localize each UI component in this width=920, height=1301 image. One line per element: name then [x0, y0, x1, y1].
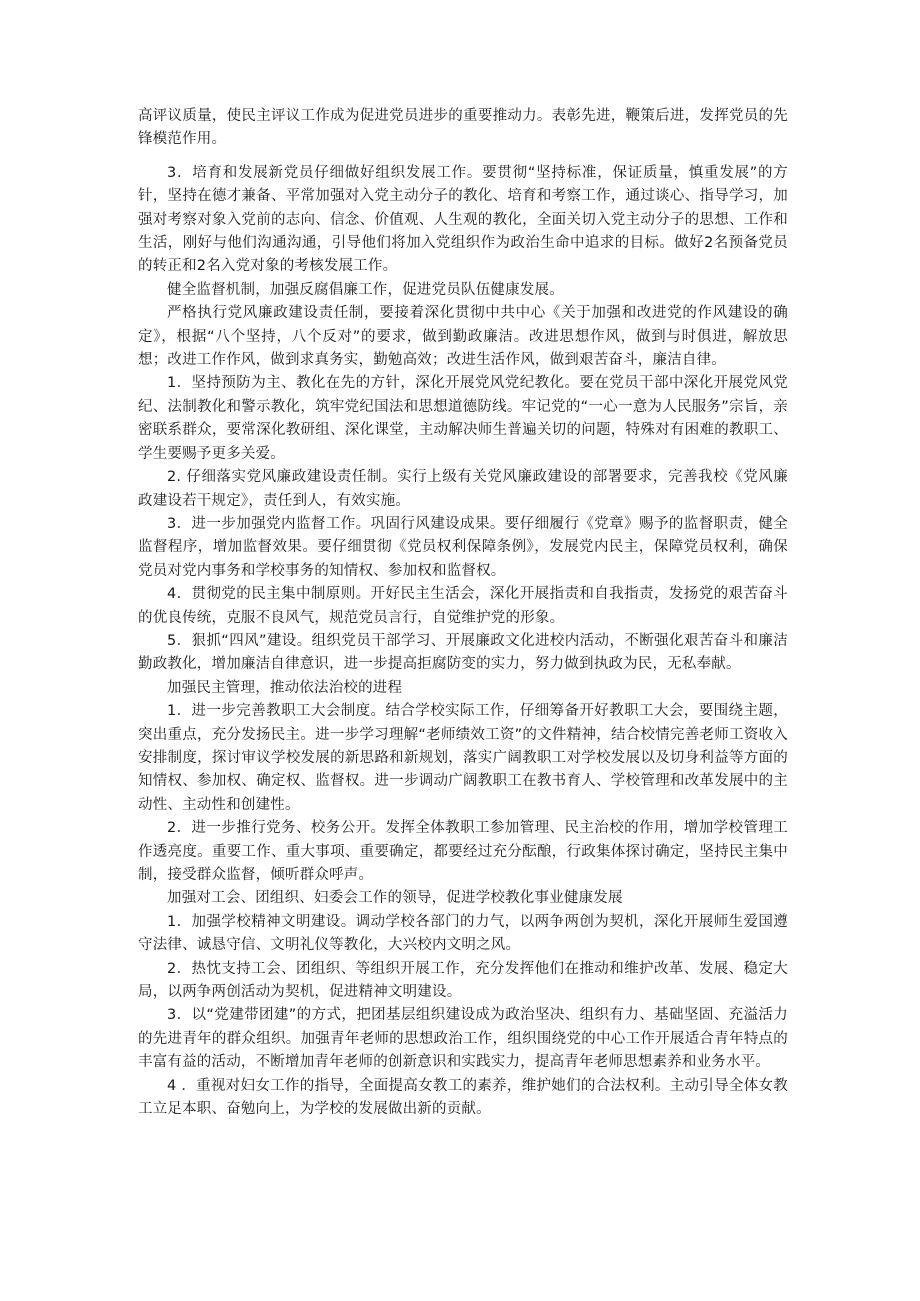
- paragraph: 3．培育和发展新党员仔细做好组织发展工作。要贯彻“坚持标准，保证质量，慎重发展”的方针，坚持在德才兼备、平常加强对入党主动分子的教化、培育和考察工作，通过谈心、指导学习，加强对考察对象入党前的志向、信念、价值观、人生观的教化，全面关切入党主动分子的思想、工作和生活，刚好与他们沟通沟通，引导他们将加入党组织作为政治生命中追求的目标。做好2名预备党员的转正和2名入党对象的考核发展工作。: [138, 164, 788, 275]
- paragraph: 1．进一步完善教职工大会制度。结合学校实际工作，仔细筹备开好教职工大会，要围绕主题，突出重点，充分发扬民主。进一步学习理解“老师绩效工资”的文件精神，结合校情完善老师工资收入安排制度，探讨审议学校发展的新思路和新规划，落实广阔教职工对学校发展以及切身利益等方面的知情权、参加权、确定权、监督权。进一步调动广阔教职工在教书育人、学校管理和改革发展中的主动性、主动性和创建性。: [138, 703, 788, 813]
- paragraph: 1．坚持预防为主、教化在先的方针，深化开展党风党纪教化。要在党员干部中深化开展党风党纪、法制教化和警示教化，筑牢党纪国法和思想道德防线。牢记党的“一心一意为人民服务”宗旨，亲密联系群众，要常深化教研组、深化课堂，主动解决师生普遍关切的问题，特殊对有困难的教职工、学生要赐予更多关爱。: [138, 375, 788, 462]
- section-heading: 加强对工会、团组织、妇委会工作的领导，促进学校教化事业健康发展: [167, 890, 623, 907]
- paragraph: 4 ．重视对妇女工作的指导，全面提高女教工的素养，维护她们的合法权利。主动引导全体女教工立足本职、奋勉向上，为学校的发展做出新的贡献。: [138, 1077, 788, 1118]
- paragraph: 1．加强学校精神文明建设。调动学校各部门的力气，以两争两创为契机，深化开展师生爱国遵守法律、诚恳守信、文明礼仪等教化，大兴校内文明之风。: [138, 913, 788, 954]
- paragraph: 严格执行党风廉政建设责任制，要接着深化贯彻中共中心《关于加强和改进党的作风建设的确定》，根据“八个坚持，八个反对”的要求，做到勤政廉洁。改进思想作风，做到与时俱进，解放思想；改进工作作风，做到求真务实，勤勉高效；改进生活作风，做到艰苦奋斗，廉洁自律。: [138, 305, 788, 369]
- paragraph: 高评议质量，使民主评议工作成为促进党员进步的重要推动力。表彰先进，鞭策后进，发挥党员的先锋模范作用。: [138, 108, 788, 148]
- paragraph: 5．狠抓“四风”建设。组织党员干部学习、开展廉政文化进校内活动，不断强化艰苦奋斗和廉洁勤政教化，增加廉洁自律意识，进一步提高拒腐防变的实力，努力做到执政为民，无私奉献。: [138, 632, 788, 673]
- paragraph: 2．进一步推行党务、校务公开。发挥全体教职工参加管理、民主治校的作用，增加学校管理工作透亮度。重要工作、重大事项、重要确定，都要经过充分酝酿，行政集体探讨确定，坚持民主集中制，接受群众监督，倾听群众呼声。: [138, 820, 788, 883]
- paragraph: 2．热忱支持工会、团组织、等组织开展工作，充分发挥他们在推动和维护改革、发展、稳定大局，以两争两创活动为契机，促进精神文明建设。: [138, 960, 788, 1001]
- section-heading: 加强民主管理，推动依法治校的进程: [167, 679, 403, 696]
- document-body: [138, 105, 788, 1121]
- paragraph: 4．贯彻党的民主集中制原则。开好民主生活会，深化开展指责和自我指责，发扬党的艰苦奋斗的优良传统，克服不良风气，规范党员言行，自觉维护党的形象。: [138, 586, 788, 626]
- paragraph: 3．进一步加强党内监督工作。巩固行风建设成果。要仔细履行《党章》赐予的监督职责，健全监督程序，增加监督效果。要仔细贯彻《党员权利保障条例》，发展党内民主，保障党员权利，确保党员对党内事务和学校事务的知情权、参加权和监督权。: [138, 515, 788, 579]
- paragraph: 3．以“党建带团建”的方式，把团基层组织建设成为政治坚决、组织有力、基础坚固、充溢活力的先进青年的群众组织。加强青年老师的思想政治工作，组织围绕党的中心工作开展适合青年特点的丰富有益的活动，不断增加青年老师的创新意识和实践实力，提高青年老师思想素养和业务水平。: [138, 1007, 788, 1071]
- section-heading: 健全监督机制，加强反腐倡廉工作，促进党员队伍健康发展。: [167, 281, 564, 298]
- paragraph: 2. 仔细落实党风廉政建设责任制。实行上级有关党风廉政建设的部署要求，完善我校《党风廉政建设若干规定》，责任到人，有效实施。: [138, 469, 788, 509]
